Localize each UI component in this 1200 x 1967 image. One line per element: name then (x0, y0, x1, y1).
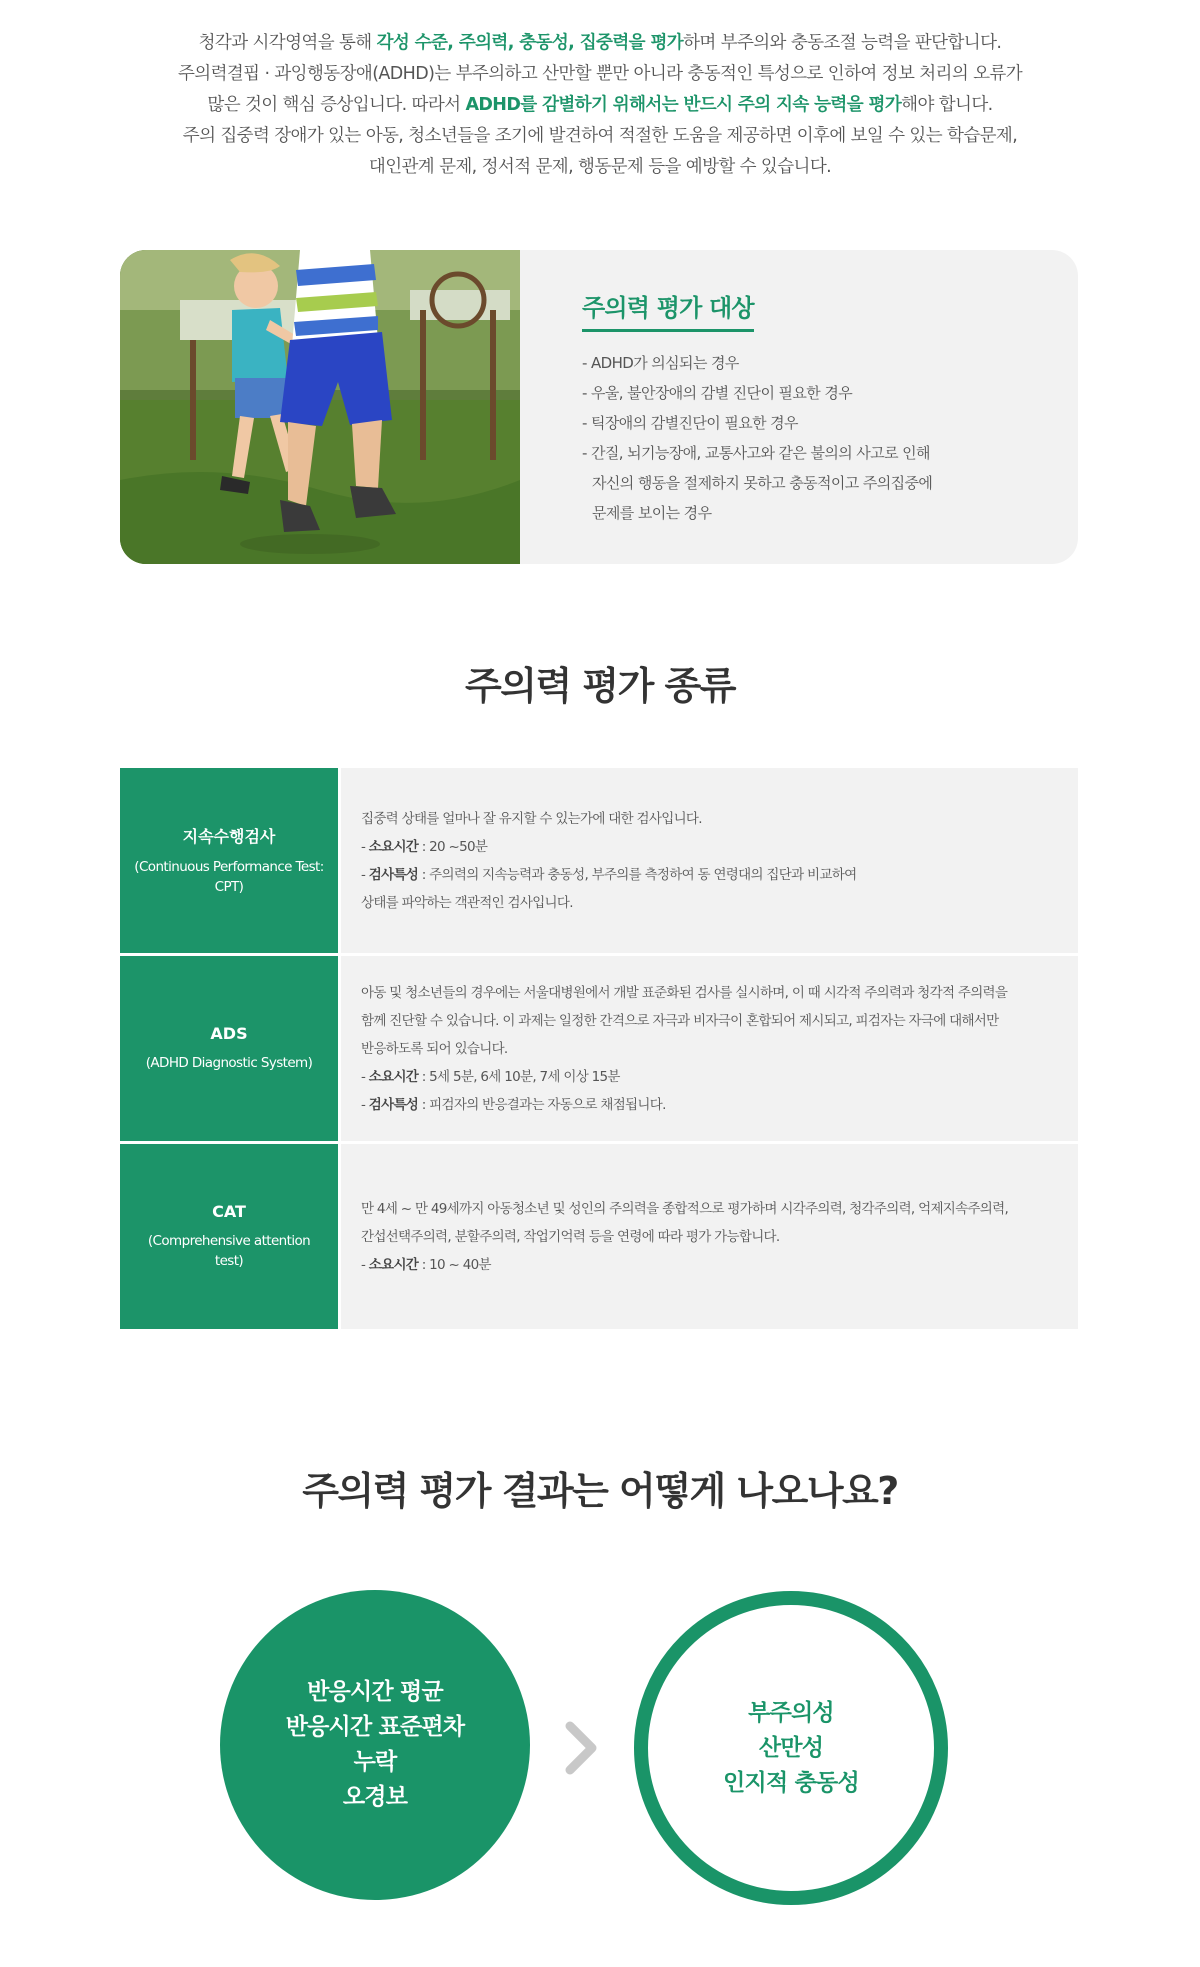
test-name-cell: CAT (Comprehensive attention test) (120, 1144, 338, 1329)
assessment-types-heading: 주의력 평가 종류 (465, 664, 735, 708)
list-item: - 틱장애의 감별진단이 필요한 경우 (582, 414, 798, 432)
test-description-cell: 만 4세 ~ 만 49세까지 아동청소년 및 성인의 주의력을 종합적으로 평가하며 시각주의력, 청각주의력, 억제지속주의력, 간섭선택주의력, 분할주의력, 작업기억력 등을 연령에 따라 평가 가능합니다. - 소요시간 : 10 ~ 40분 (341, 1144, 1078, 1329)
result-metrics-circle: 반응시간 평균 반응시간 표준편차 누락 오경보 (220, 1590, 530, 1900)
table-row (120, 1144, 1078, 1329)
list-item: - 우울, 불안장애의 감별 진단이 필요한 경우 (582, 384, 853, 402)
assessment-target-title: 주의력 평가 대상 (582, 288, 754, 332)
intro-line-5: 대인관계 문제, 정서적 문제, 행동문제 등을 예방할 수 있습니다. (368, 157, 832, 177)
test-description-cell: 집중력 상태를 얼마나 잘 유지할 수 있는가에 대한 검사입니다. - 소요시간 : 20 ~50분 - 검사특성 : 주의력의 지속능력과 충동성, 부주의를 측정하여 동 연령대의 집단과 비교하여 상태를 파악하는 객관적인 검사입니다. (341, 768, 1078, 953)
intro-line-1: 청각과 시각영역을 통해 각성 수준, 주의력, 충동성, 집중력을 평가하며 부주의와 충동조절 능력을 판단합니다. (198, 33, 1002, 53)
test-name-cell: 지속수행검사 (Continuous Performance Test: CPT) (120, 768, 338, 953)
assessment-types-table (120, 768, 1078, 1332)
intro-line-4: 주의 집중력 장애가 있는 아동, 청소년들을 조기에 발견하여 적절한 도움을 제공하면 이후에 보일 수 있는 학습문제, (182, 126, 1018, 146)
test-description-cell: 아동 및 청소년들의 경우에는 서울대병원에서 개발 표준화된 검사를 실시하며, 이 때 시각적 주의력과 청각적 주의력을 함께 진단할 수 있습니다. 이 과제는 일정한 간격으로 자극과 비자극이 혼합되어 제시되고, 피검자는 자극에 대해서만 반응하도록 되어 있습니다. - 소요시간 : 5세 5분, 6세 10분, 7세 이상 15분 - 검사특성 : 피검자의 반응결과는 자동으로 채점됩니다. (341, 956, 1078, 1141)
intro-line-3: 많은 것이 핵심 증상입니다. 따라서 ADHD를 감별하기 위해서는 반드시 주의 지속 능력을 평가해야 합니다. (207, 95, 993, 115)
intro-text (0, 28, 1200, 183)
result-interpretation-circle: 부주의성 산만성 인지적 충동성 (634, 1591, 948, 1905)
chevron-right-icon (562, 1720, 602, 1776)
table-row (120, 956, 1078, 1141)
results-heading: 주의력 평가 결과는 어떻게 나오나요? (302, 1469, 898, 1513)
assessment-target-list (582, 348, 1052, 528)
test-name-cell: ADS (ADHD Diagnostic System) (120, 956, 338, 1141)
children-playing-photo (120, 250, 520, 564)
list-item: - 간질, 뇌기능장애, 교통사고와 같은 불의의 사고로 인해 자신의 행동을 절제하지 못하고 충동적이고 주의집중에 문제를 보이는 경우 (582, 444, 933, 522)
table-row (120, 768, 1078, 953)
assessment-target-text (582, 288, 1052, 528)
list-item: - ADHD가 의심되는 경우 (582, 354, 739, 372)
assessment-target-card (120, 250, 1078, 564)
intro-line-2: 주의력결핍 · 과잉행동장애(ADHD)는 부주의하고 산만할 뿐만 아니라 충동적인 특성으로 인하여 정보 처리의 오류가 (177, 64, 1023, 84)
